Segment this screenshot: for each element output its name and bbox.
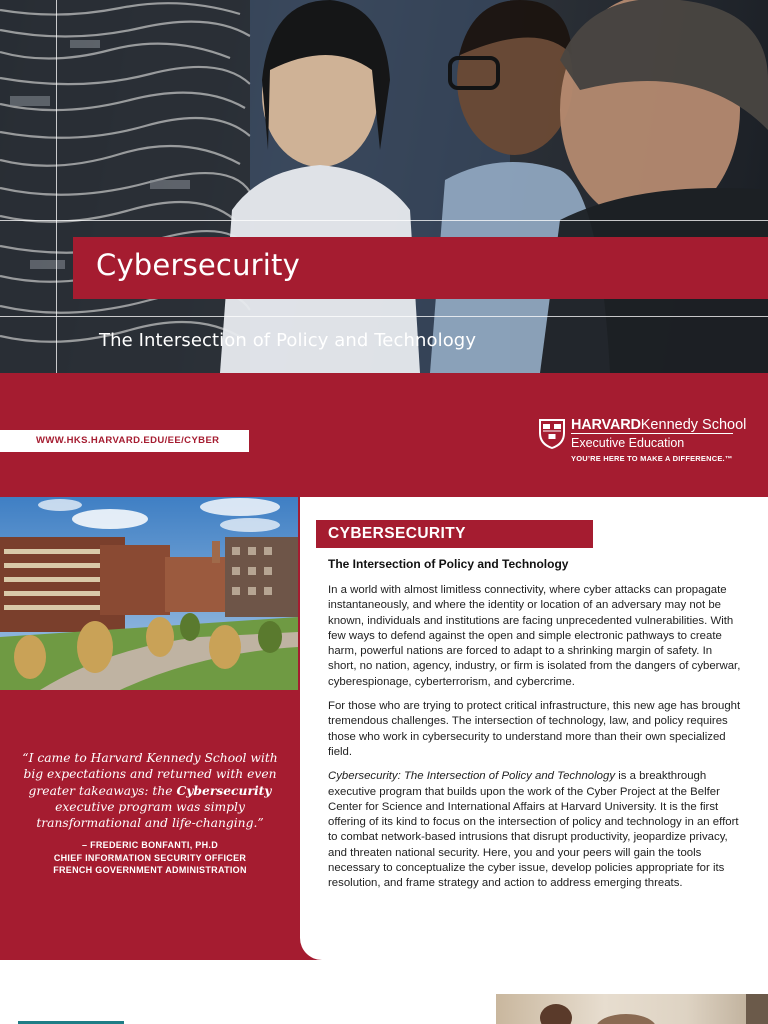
page-title: Cybersecurity — [96, 248, 300, 282]
campus-photo — [0, 497, 298, 690]
server-rack-image — [0, 0, 250, 373]
logo-unit: Executive Education — [571, 436, 685, 450]
section-subheading: The Intersection of Policy and Technology — [328, 557, 569, 571]
page-subtitle: The Intersection of Policy and Technology — [99, 330, 477, 351]
program-title-italic: Cybersecurity: The Intersection of Policy and Technology — [328, 770, 616, 783]
logo-harvard: HARVARD — [571, 417, 641, 433]
hero-guide-line-vertical — [56, 0, 57, 373]
bottom-photo — [496, 994, 768, 1024]
hero-guide-line-bottom — [0, 316, 768, 317]
hero-title-bar — [73, 237, 768, 299]
bottom-photo-image — [496, 994, 768, 1024]
quote-part-1: “I came to Harvard Kennedy School with big expectations and returned with even greater takeaways: the — [22, 751, 278, 798]
harvard-shield-icon — [538, 418, 566, 450]
quote-author: – FREDERIC BONFANTI, PH.D — [81, 840, 218, 851]
section-label-bar — [316, 520, 593, 548]
body-copy — [328, 583, 742, 901]
paragraph-3 — [328, 769, 742, 891]
quote-author-role: CHIEF INFORMATION SECURITY OFFICER — [53, 852, 247, 863]
program-description-card — [300, 497, 768, 960]
program-url-link[interactable]: WWW.HKS.HARVARD.EDU/EE/CYBER — [36, 435, 220, 446]
quote-author-org: FRENCH GOVERNMENT ADMINISTRATION — [53, 865, 247, 876]
hks-logo — [538, 417, 747, 467]
hero-guide-line-top — [0, 220, 768, 221]
section-label: CYBERSECURITY — [328, 525, 466, 542]
quote-attribution — [22, 839, 278, 877]
quote-part-2: executive program was simply transformational and life-changing.” — [36, 799, 264, 831]
campus-image — [0, 497, 298, 690]
logo-divider — [571, 433, 733, 434]
paragraph-1: In a world with almost limitless connectivity, where cyber attacks can propagate instantaneously, and where the identity or location of an adversary may not be known, individuals and institutions are facing unprecedented vulnerabilities. With few ways to defend against the open and simple electronic pathways to create harm, powerful nations are forced to adapt to a shrinking margin of safety. In short, no nation, agency, industry, or firm is isolated from the dangers of cyberwar, cyberespionage, cyberterrorism, and cybercrime. — [328, 584, 741, 688]
logo-kennedy-school: Kennedy School — [640, 417, 747, 433]
logo-tagline: YOU’RE HERE TO MAKE A DIFFERENCE.™ — [571, 454, 733, 463]
info-band — [0, 373, 768, 497]
paragraph-2: For those who are trying to protect critical infrastructure, this new age has brought tremendous challenges. The intersection of technology, law, and policy requires those who work in cybersecurity to understand more than their own specialized field. — [328, 700, 741, 758]
url-box[interactable] — [0, 430, 249, 452]
testimonial-quote — [22, 750, 278, 877]
quote-emphasis: Cybersecurity — [176, 782, 272, 798]
quote-text — [22, 750, 278, 831]
hero-photo — [0, 0, 768, 373]
hero-banner — [0, 0, 768, 373]
paragraph-3-text: is a breakthrough executive program that builds upon the work of the Cyber Project at the Belfer Center for Science and International Affairs at Harvard University. It is the first offering of its kind to focus on the intersection of policy and technology in an effort to combat network-based intrusions that disrupt productivity, jeopardize privacy, and threaten national security. Here, you and your peers will gain the tools necessary to conceptualize the cyber issue, develop policies appropriate for its resolution, and frame strategy and action to address emerging threats. — [328, 770, 739, 890]
logo-wordmark — [571, 417, 746, 433]
